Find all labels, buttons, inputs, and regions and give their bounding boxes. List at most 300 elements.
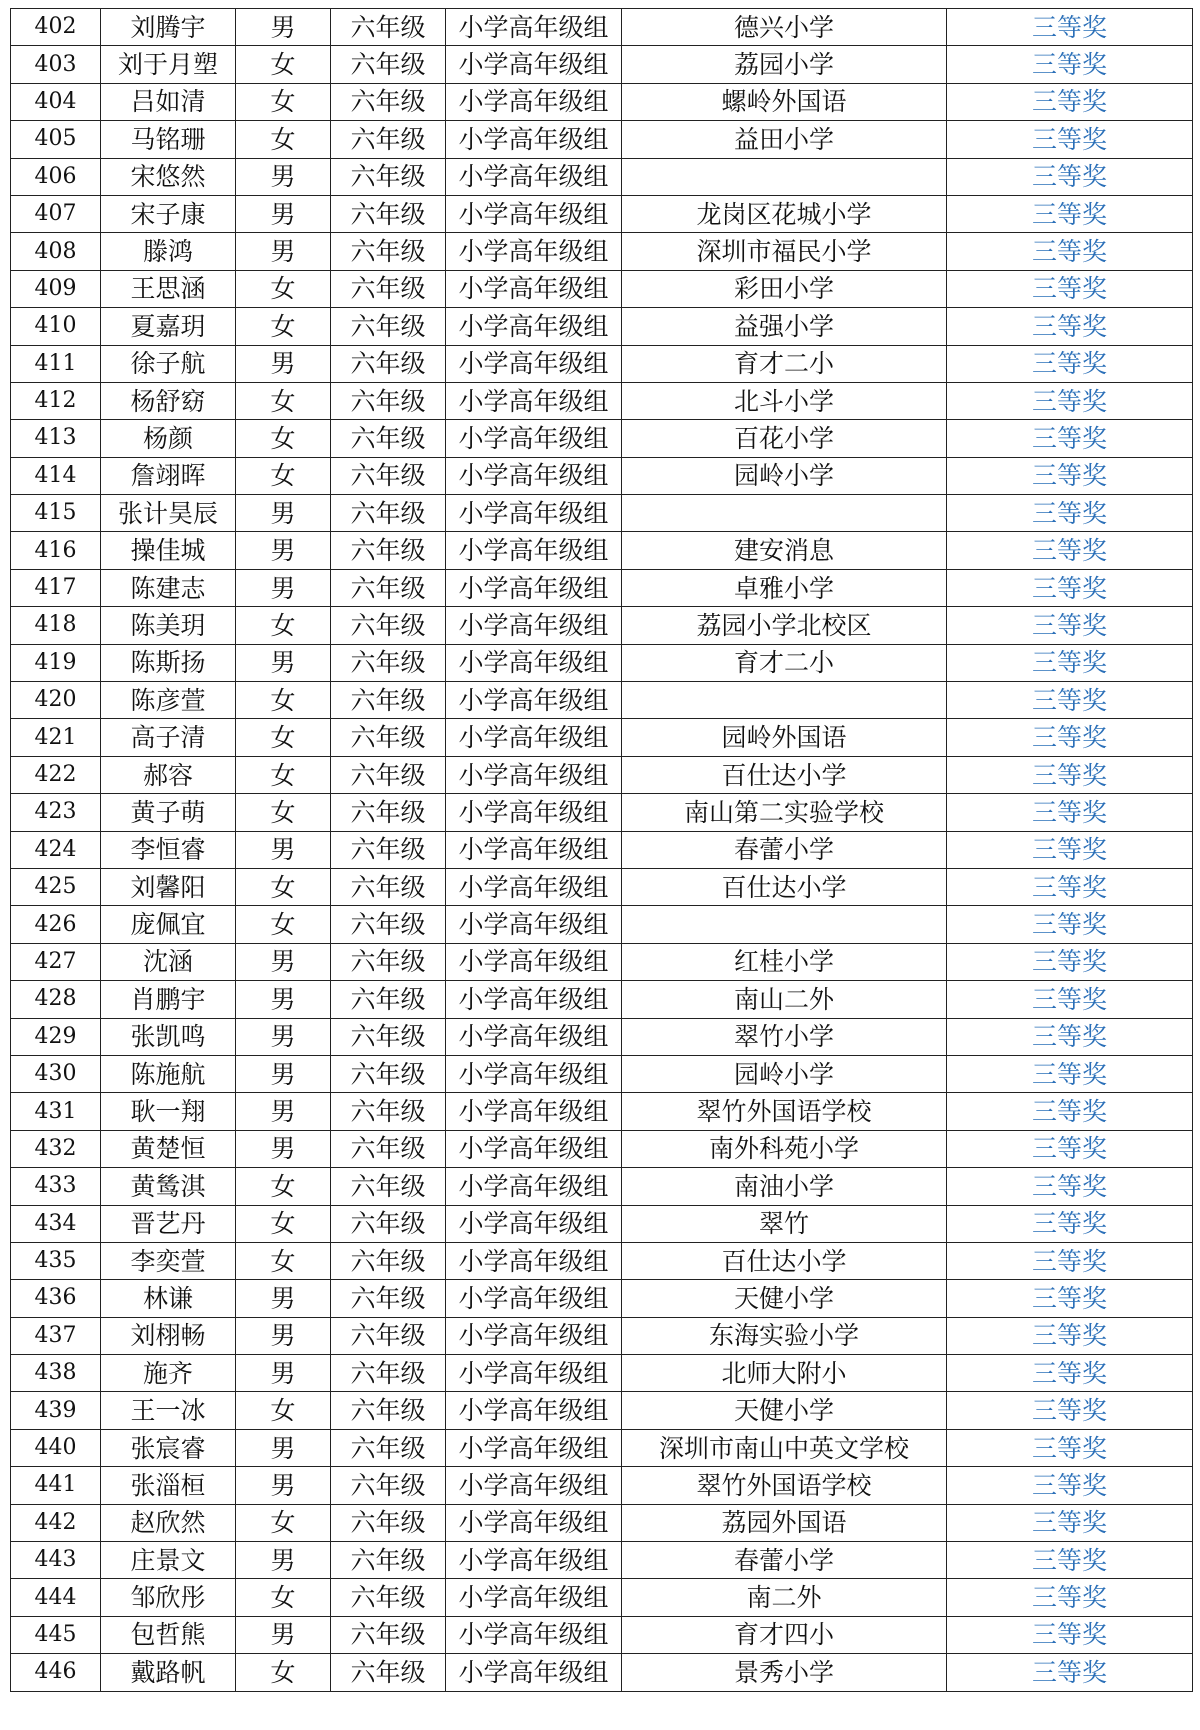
cell-school: 北斗小学 bbox=[622, 382, 947, 419]
table-row bbox=[11, 682, 1193, 719]
cell-name: 庞佩宜 bbox=[101, 906, 236, 943]
cell-grade: 六年级 bbox=[331, 1018, 446, 1055]
cell-gender: 男 bbox=[236, 1467, 331, 1504]
cell-name: 赵欣然 bbox=[101, 1504, 236, 1541]
cell-grade: 六年级 bbox=[331, 495, 446, 532]
table-row bbox=[11, 308, 1193, 345]
cell-school: 育才二小 bbox=[622, 345, 947, 382]
cell-group: 小学高年级组 bbox=[446, 457, 622, 494]
table-row bbox=[11, 121, 1193, 158]
cell-school: 德兴小学 bbox=[622, 9, 947, 46]
cell-school: 建安消息 bbox=[622, 532, 947, 569]
cell-grade: 六年级 bbox=[331, 83, 446, 120]
cell-gender: 女 bbox=[236, 83, 331, 120]
cell-gender: 女 bbox=[236, 756, 331, 793]
cell-number: 434 bbox=[11, 1205, 101, 1242]
cell-grade: 六年级 bbox=[331, 9, 446, 46]
cell-grade: 六年级 bbox=[331, 1355, 446, 1392]
table-row bbox=[11, 831, 1193, 868]
cell-name: 陈彦萱 bbox=[101, 682, 236, 719]
cell-group: 小学高年级组 bbox=[446, 270, 622, 307]
cell-number: 428 bbox=[11, 981, 101, 1018]
cell-award: 三等奖 bbox=[947, 158, 1193, 195]
table-row bbox=[11, 1093, 1193, 1130]
cell-name: 陈美玥 bbox=[101, 607, 236, 644]
cell-grade: 六年级 bbox=[331, 644, 446, 681]
cell-award: 三等奖 bbox=[947, 1055, 1193, 1092]
cell-number: 407 bbox=[11, 195, 101, 232]
table-row bbox=[11, 382, 1193, 419]
cell-number: 404 bbox=[11, 83, 101, 120]
cell-grade: 六年级 bbox=[331, 121, 446, 158]
cell-school: 益强小学 bbox=[622, 308, 947, 345]
cell-name: 林谦 bbox=[101, 1280, 236, 1317]
cell-number: 412 bbox=[11, 382, 101, 419]
cell-school: 翠竹 bbox=[622, 1205, 947, 1242]
cell-gender: 女 bbox=[236, 1579, 331, 1616]
cell-gender: 男 bbox=[236, 1093, 331, 1130]
cell-name: 操佳城 bbox=[101, 532, 236, 569]
cell-grade: 六年级 bbox=[331, 906, 446, 943]
cell-grade: 六年级 bbox=[331, 1205, 446, 1242]
cell-award: 三等奖 bbox=[947, 1467, 1193, 1504]
cell-name: 夏嘉玥 bbox=[101, 308, 236, 345]
table-row bbox=[11, 1242, 1193, 1279]
cell-grade: 六年级 bbox=[331, 1093, 446, 1130]
cell-gender: 男 bbox=[236, 569, 331, 606]
cell-grade: 六年级 bbox=[331, 382, 446, 419]
cell-grade: 六年级 bbox=[331, 1055, 446, 1092]
cell-name: 戴路帆 bbox=[101, 1654, 236, 1691]
table-row bbox=[11, 345, 1193, 382]
table-row bbox=[11, 270, 1193, 307]
cell-award: 三等奖 bbox=[947, 682, 1193, 719]
cell-gender: 女 bbox=[236, 1654, 331, 1691]
cell-school: 天健小学 bbox=[622, 1392, 947, 1429]
table-row bbox=[11, 9, 1193, 46]
cell-name: 陈施航 bbox=[101, 1055, 236, 1092]
cell-award: 三等奖 bbox=[947, 532, 1193, 569]
cell-group: 小学高年级组 bbox=[446, 1579, 622, 1616]
table-row bbox=[11, 532, 1193, 569]
cell-group: 小学高年级组 bbox=[446, 1542, 622, 1579]
cell-gender: 男 bbox=[236, 1355, 331, 1392]
cell-school: 南油小学 bbox=[622, 1168, 947, 1205]
cell-gender: 女 bbox=[236, 1242, 331, 1279]
table-row bbox=[11, 420, 1193, 457]
cell-number: 414 bbox=[11, 457, 101, 494]
cell-gender: 女 bbox=[236, 46, 331, 83]
cell-school: 百仕达小学 bbox=[622, 1242, 947, 1279]
cell-school: 百仕达小学 bbox=[622, 868, 947, 905]
table-row bbox=[11, 1168, 1193, 1205]
cell-award: 三等奖 bbox=[947, 831, 1193, 868]
cell-grade: 六年级 bbox=[331, 532, 446, 569]
cell-group: 小学高年级组 bbox=[446, 46, 622, 83]
cell-name: 吕如清 bbox=[101, 83, 236, 120]
cell-award: 三等奖 bbox=[947, 1355, 1193, 1392]
cell-grade: 六年级 bbox=[331, 233, 446, 270]
cell-school: 龙岗区花城小学 bbox=[622, 195, 947, 232]
cell-group: 小学高年级组 bbox=[446, 9, 622, 46]
cell-number: 423 bbox=[11, 794, 101, 831]
cell-award: 三等奖 bbox=[947, 1130, 1193, 1167]
cell-name: 张淄桓 bbox=[101, 1467, 236, 1504]
cell-number: 431 bbox=[11, 1093, 101, 1130]
cell-number: 419 bbox=[11, 644, 101, 681]
cell-gender: 男 bbox=[236, 1616, 331, 1653]
cell-name: 郝容 bbox=[101, 756, 236, 793]
cell-grade: 六年级 bbox=[331, 1654, 446, 1691]
table-row bbox=[11, 1504, 1193, 1541]
cell-gender: 男 bbox=[236, 831, 331, 868]
cell-grade: 六年级 bbox=[331, 308, 446, 345]
cell-number: 406 bbox=[11, 158, 101, 195]
cell-number: 416 bbox=[11, 532, 101, 569]
cell-gender: 女 bbox=[236, 308, 331, 345]
cell-group: 小学高年级组 bbox=[446, 158, 622, 195]
cell-gender: 男 bbox=[236, 345, 331, 382]
cell-number: 442 bbox=[11, 1504, 101, 1541]
cell-gender: 男 bbox=[236, 158, 331, 195]
cell-number: 433 bbox=[11, 1168, 101, 1205]
cell-group: 小学高年级组 bbox=[446, 1018, 622, 1055]
cell-name: 张凯鸣 bbox=[101, 1018, 236, 1055]
cell-number: 415 bbox=[11, 495, 101, 532]
cell-group: 小学高年级组 bbox=[446, 569, 622, 606]
cell-award: 三等奖 bbox=[947, 1504, 1193, 1541]
cell-gender: 男 bbox=[236, 943, 331, 980]
cell-group: 小学高年级组 bbox=[446, 1504, 622, 1541]
cell-name: 滕鸿 bbox=[101, 233, 236, 270]
cell-award: 三等奖 bbox=[947, 981, 1193, 1018]
cell-group: 小学高年级组 bbox=[446, 644, 622, 681]
cell-school: 螺岭外国语 bbox=[622, 83, 947, 120]
cell-school: 南山第二实验学校 bbox=[622, 794, 947, 831]
cell-name: 李奕萱 bbox=[101, 1242, 236, 1279]
cell-award: 三等奖 bbox=[947, 794, 1193, 831]
cell-name: 耿一翔 bbox=[101, 1093, 236, 1130]
cell-grade: 六年级 bbox=[331, 981, 446, 1018]
table-row bbox=[11, 906, 1193, 943]
cell-school: 荔园小学北校区 bbox=[622, 607, 947, 644]
cell-grade: 六年级 bbox=[331, 1280, 446, 1317]
cell-award: 三等奖 bbox=[947, 1654, 1193, 1691]
cell-award: 三等奖 bbox=[947, 83, 1193, 120]
cell-group: 小学高年级组 bbox=[446, 233, 622, 270]
cell-name: 李恒睿 bbox=[101, 831, 236, 868]
cell-number: 411 bbox=[11, 345, 101, 382]
cell-name: 施齐 bbox=[101, 1355, 236, 1392]
cell-group: 小学高年级组 bbox=[446, 195, 622, 232]
cell-award: 三等奖 bbox=[947, 607, 1193, 644]
cell-group: 小学高年级组 bbox=[446, 495, 622, 532]
cell-award: 三等奖 bbox=[947, 1317, 1193, 1354]
cell-award: 三等奖 bbox=[947, 1168, 1193, 1205]
cell-gender: 女 bbox=[236, 682, 331, 719]
cell-school: 翠竹小学 bbox=[622, 1018, 947, 1055]
cell-award: 三等奖 bbox=[947, 569, 1193, 606]
cell-grade: 六年级 bbox=[331, 46, 446, 83]
table-row bbox=[11, 569, 1193, 606]
cell-name: 宋悠然 bbox=[101, 158, 236, 195]
cell-group: 小学高年级组 bbox=[446, 981, 622, 1018]
cell-award: 三等奖 bbox=[947, 382, 1193, 419]
cell-award: 三等奖 bbox=[947, 308, 1193, 345]
cell-name: 杨舒窈 bbox=[101, 382, 236, 419]
table-row bbox=[11, 1654, 1193, 1691]
cell-award: 三等奖 bbox=[947, 270, 1193, 307]
cell-gender: 男 bbox=[236, 1317, 331, 1354]
cell-name: 刘馨阳 bbox=[101, 868, 236, 905]
table-row bbox=[11, 83, 1193, 120]
cell-grade: 六年级 bbox=[331, 1542, 446, 1579]
table-row bbox=[11, 1205, 1193, 1242]
cell-number: 405 bbox=[11, 121, 101, 158]
cell-school: 百仕达小学 bbox=[622, 756, 947, 793]
cell-school: 益田小学 bbox=[622, 121, 947, 158]
cell-name: 陈建志 bbox=[101, 569, 236, 606]
cell-name: 邹欣彤 bbox=[101, 1579, 236, 1616]
cell-gender: 女 bbox=[236, 270, 331, 307]
cell-school: 深圳市南山中英文学校 bbox=[622, 1429, 947, 1466]
table-row bbox=[11, 1018, 1193, 1055]
cell-name: 黄鸶淇 bbox=[101, 1168, 236, 1205]
cell-award: 三等奖 bbox=[947, 1280, 1193, 1317]
cell-group: 小学高年级组 bbox=[446, 868, 622, 905]
cell-gender: 女 bbox=[236, 382, 331, 419]
cell-group: 小学高年级组 bbox=[446, 1355, 622, 1392]
table-row bbox=[11, 644, 1193, 681]
cell-school: 育才四小 bbox=[622, 1616, 947, 1653]
cell-gender: 男 bbox=[236, 1429, 331, 1466]
cell-name: 杨颜 bbox=[101, 420, 236, 457]
table-row bbox=[11, 1355, 1193, 1392]
cell-grade: 六年级 bbox=[331, 607, 446, 644]
cell-group: 小学高年级组 bbox=[446, 607, 622, 644]
cell-school: 百花小学 bbox=[622, 420, 947, 457]
cell-school: 翠竹外国语学校 bbox=[622, 1467, 947, 1504]
cell-award: 三等奖 bbox=[947, 644, 1193, 681]
cell-school: 春蕾小学 bbox=[622, 1542, 947, 1579]
cell-number: 438 bbox=[11, 1355, 101, 1392]
cell-award: 三等奖 bbox=[947, 1242, 1193, 1279]
cell-number: 440 bbox=[11, 1429, 101, 1466]
table-row bbox=[11, 158, 1193, 195]
cell-award: 三等奖 bbox=[947, 46, 1193, 83]
cell-gender: 女 bbox=[236, 420, 331, 457]
cell-number: 432 bbox=[11, 1130, 101, 1167]
cell-number: 439 bbox=[11, 1392, 101, 1429]
cell-award: 三等奖 bbox=[947, 233, 1193, 270]
cell-grade: 六年级 bbox=[331, 719, 446, 756]
cell-school: 园岭小学 bbox=[622, 1055, 947, 1092]
cell-grade: 六年级 bbox=[331, 1616, 446, 1653]
cell-group: 小学高年级组 bbox=[446, 1467, 622, 1504]
cell-award: 三等奖 bbox=[947, 9, 1193, 46]
cell-gender: 男 bbox=[236, 1018, 331, 1055]
table-row bbox=[11, 495, 1193, 532]
cell-number: 410 bbox=[11, 308, 101, 345]
cell-school: 红桂小学 bbox=[622, 943, 947, 980]
table-row bbox=[11, 719, 1193, 756]
cell-name: 马铭珊 bbox=[101, 121, 236, 158]
table-row bbox=[11, 1392, 1193, 1429]
cell-number: 425 bbox=[11, 868, 101, 905]
cell-grade: 六年级 bbox=[331, 1242, 446, 1279]
cell-school bbox=[622, 158, 947, 195]
cell-school: 春蕾小学 bbox=[622, 831, 947, 868]
cell-gender: 女 bbox=[236, 719, 331, 756]
table-row bbox=[11, 607, 1193, 644]
table-row bbox=[11, 943, 1193, 980]
cell-school bbox=[622, 906, 947, 943]
cell-number: 408 bbox=[11, 233, 101, 270]
cell-gender: 女 bbox=[236, 868, 331, 905]
cell-award: 三等奖 bbox=[947, 906, 1193, 943]
cell-award: 三等奖 bbox=[947, 457, 1193, 494]
cell-grade: 六年级 bbox=[331, 794, 446, 831]
cell-grade: 六年级 bbox=[331, 345, 446, 382]
table-row bbox=[11, 195, 1193, 232]
cell-award: 三等奖 bbox=[947, 121, 1193, 158]
cell-group: 小学高年级组 bbox=[446, 719, 622, 756]
table-row bbox=[11, 1130, 1193, 1167]
cell-group: 小学高年级组 bbox=[446, 1205, 622, 1242]
cell-award: 三等奖 bbox=[947, 1579, 1193, 1616]
cell-number: 420 bbox=[11, 682, 101, 719]
cell-group: 小学高年级组 bbox=[446, 794, 622, 831]
cell-school: 景秀小学 bbox=[622, 1654, 947, 1691]
cell-award: 三等奖 bbox=[947, 420, 1193, 457]
cell-name: 刘栩畅 bbox=[101, 1317, 236, 1354]
cell-number: 446 bbox=[11, 1654, 101, 1691]
cell-group: 小学高年级组 bbox=[446, 532, 622, 569]
table-row bbox=[11, 1542, 1193, 1579]
cell-group: 小学高年级组 bbox=[446, 1130, 622, 1167]
cell-number: 417 bbox=[11, 569, 101, 606]
cell-award: 三等奖 bbox=[947, 1542, 1193, 1579]
cell-name: 徐子航 bbox=[101, 345, 236, 382]
cell-name: 庄景文 bbox=[101, 1542, 236, 1579]
cell-grade: 六年级 bbox=[331, 682, 446, 719]
cell-grade: 六年级 bbox=[331, 420, 446, 457]
cell-group: 小学高年级组 bbox=[446, 121, 622, 158]
cell-grade: 六年级 bbox=[331, 868, 446, 905]
cell-school: 卓雅小学 bbox=[622, 569, 947, 606]
cell-group: 小学高年级组 bbox=[446, 1429, 622, 1466]
cell-grade: 六年级 bbox=[331, 1392, 446, 1429]
cell-award: 三等奖 bbox=[947, 495, 1193, 532]
cell-group: 小学高年级组 bbox=[446, 1168, 622, 1205]
cell-grade: 六年级 bbox=[331, 1504, 446, 1541]
cell-school: 南外科苑小学 bbox=[622, 1130, 947, 1167]
table-row bbox=[11, 1467, 1193, 1504]
table-row bbox=[11, 1317, 1193, 1354]
cell-gender: 女 bbox=[236, 1392, 331, 1429]
cell-award: 三等奖 bbox=[947, 943, 1193, 980]
cell-group: 小学高年级组 bbox=[446, 420, 622, 457]
cell-number: 444 bbox=[11, 1579, 101, 1616]
cell-name: 黄楚恒 bbox=[101, 1130, 236, 1167]
cell-award: 三等奖 bbox=[947, 345, 1193, 382]
cell-gender: 男 bbox=[236, 195, 331, 232]
cell-gender: 女 bbox=[236, 1205, 331, 1242]
cell-grade: 六年级 bbox=[331, 270, 446, 307]
cell-number: 403 bbox=[11, 46, 101, 83]
cell-gender: 女 bbox=[236, 794, 331, 831]
cell-gender: 男 bbox=[236, 233, 331, 270]
cell-name: 陈斯扬 bbox=[101, 644, 236, 681]
cell-award: 三等奖 bbox=[947, 1093, 1193, 1130]
table-row bbox=[11, 1429, 1193, 1466]
cell-grade: 六年级 bbox=[331, 943, 446, 980]
cell-number: 429 bbox=[11, 1018, 101, 1055]
cell-grade: 六年级 bbox=[331, 1467, 446, 1504]
cell-name: 刘腾宇 bbox=[101, 9, 236, 46]
award-results-table bbox=[10, 8, 1193, 1692]
cell-school: 天健小学 bbox=[622, 1280, 947, 1317]
cell-school: 育才二小 bbox=[622, 644, 947, 681]
cell-award: 三等奖 bbox=[947, 1392, 1193, 1429]
cell-number: 409 bbox=[11, 270, 101, 307]
cell-gender: 女 bbox=[236, 121, 331, 158]
cell-name: 晋艺丹 bbox=[101, 1205, 236, 1242]
cell-group: 小学高年级组 bbox=[446, 906, 622, 943]
cell-group: 小学高年级组 bbox=[446, 1616, 622, 1653]
table-row bbox=[11, 981, 1193, 1018]
cell-gender: 女 bbox=[236, 1168, 331, 1205]
cell-gender: 男 bbox=[236, 1055, 331, 1092]
cell-gender: 女 bbox=[236, 457, 331, 494]
cell-gender: 女 bbox=[236, 906, 331, 943]
cell-award: 三等奖 bbox=[947, 1429, 1193, 1466]
cell-award: 三等奖 bbox=[947, 1018, 1193, 1055]
cell-number: 424 bbox=[11, 831, 101, 868]
cell-name: 包哲熊 bbox=[101, 1616, 236, 1653]
cell-group: 小学高年级组 bbox=[446, 1654, 622, 1691]
cell-grade: 六年级 bbox=[331, 1168, 446, 1205]
cell-school: 园岭外国语 bbox=[622, 719, 947, 756]
cell-gender: 女 bbox=[236, 607, 331, 644]
table-body bbox=[11, 9, 1193, 1692]
cell-gender: 男 bbox=[236, 1542, 331, 1579]
cell-school: 彩田小学 bbox=[622, 270, 947, 307]
cell-gender: 男 bbox=[236, 532, 331, 569]
cell-gender: 男 bbox=[236, 1130, 331, 1167]
table-row bbox=[11, 46, 1193, 83]
table-row bbox=[11, 756, 1193, 793]
cell-gender: 女 bbox=[236, 1504, 331, 1541]
cell-school bbox=[622, 495, 947, 532]
cell-school bbox=[622, 682, 947, 719]
cell-number: 436 bbox=[11, 1280, 101, 1317]
cell-award: 三等奖 bbox=[947, 756, 1193, 793]
cell-name: 沈涵 bbox=[101, 943, 236, 980]
cell-name: 刘于月塑 bbox=[101, 46, 236, 83]
cell-group: 小学高年级组 bbox=[446, 345, 622, 382]
cell-number: 413 bbox=[11, 420, 101, 457]
cell-grade: 六年级 bbox=[331, 457, 446, 494]
cell-gender: 男 bbox=[236, 9, 331, 46]
cell-group: 小学高年级组 bbox=[446, 682, 622, 719]
cell-name: 肖鹏宇 bbox=[101, 981, 236, 1018]
cell-grade: 六年级 bbox=[331, 1317, 446, 1354]
cell-school: 深圳市福民小学 bbox=[622, 233, 947, 270]
cell-number: 430 bbox=[11, 1055, 101, 1092]
cell-number: 426 bbox=[11, 906, 101, 943]
cell-gender: 男 bbox=[236, 495, 331, 532]
